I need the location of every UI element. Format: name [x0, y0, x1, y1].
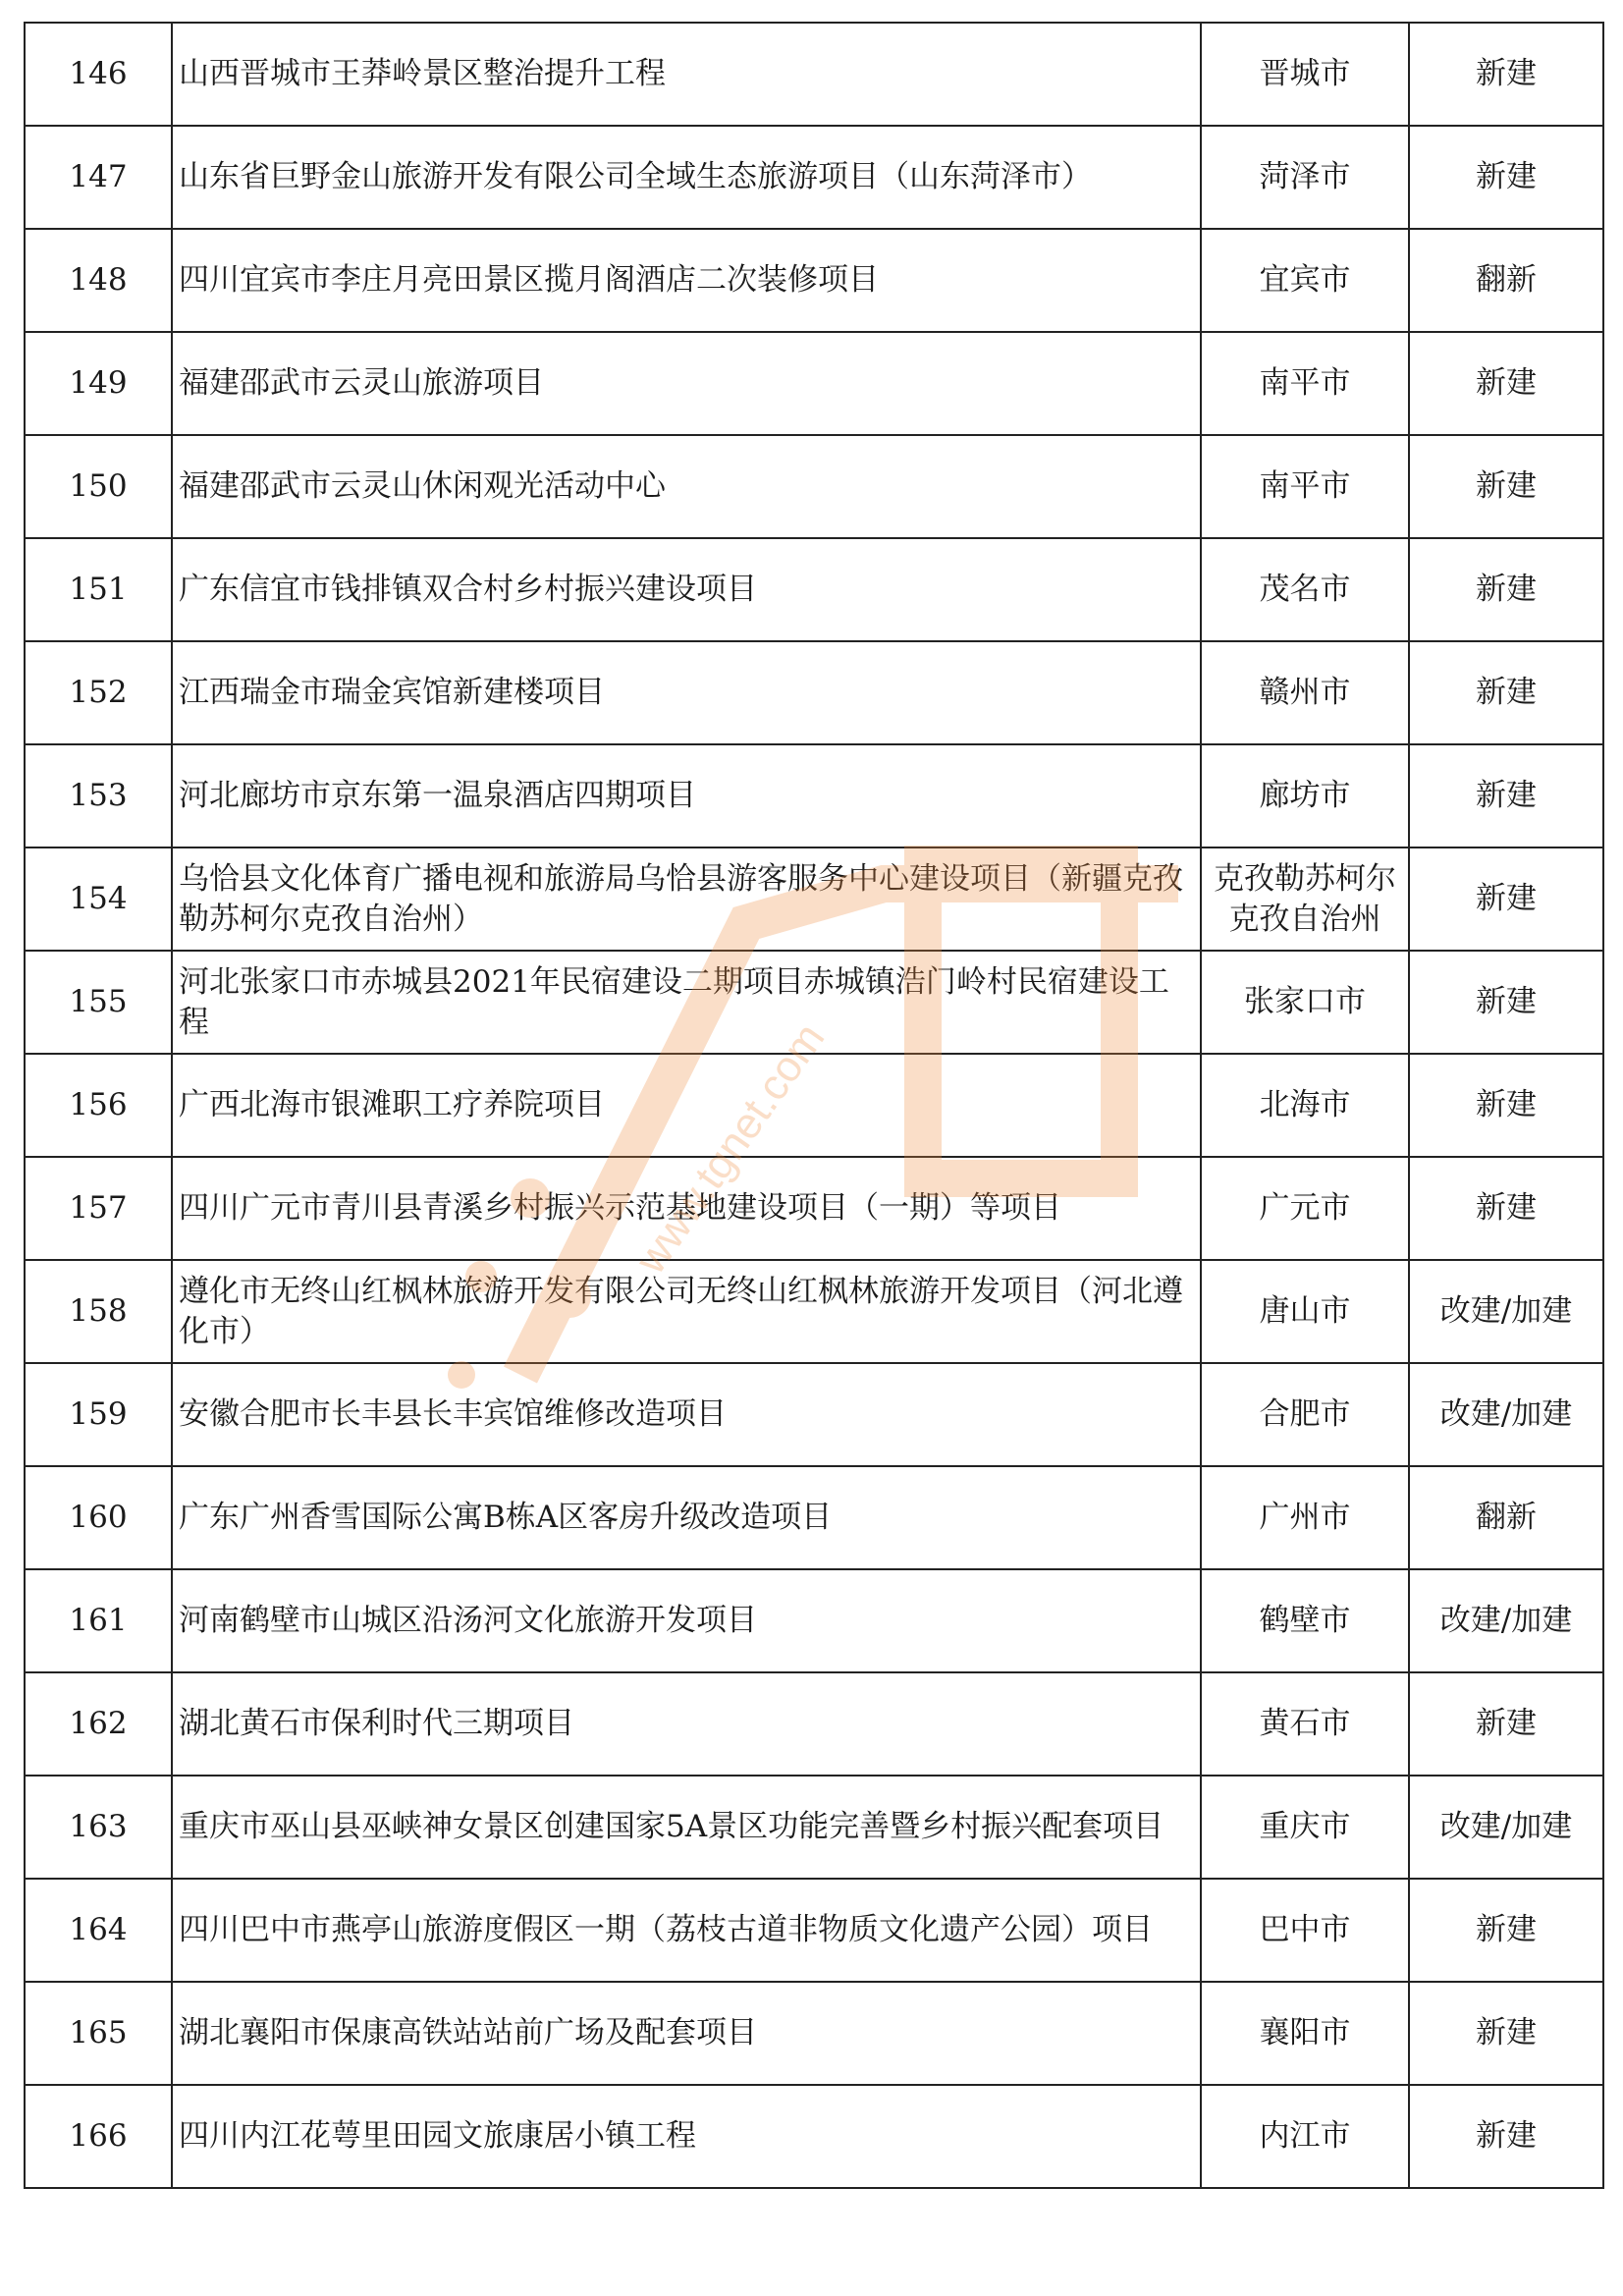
construction-type: 新建	[1409, 126, 1603, 229]
table-row	[25, 1672, 1603, 1776]
row-number: 146	[25, 23, 172, 126]
city-name: 晋城市	[1201, 23, 1409, 126]
table-row	[25, 1776, 1603, 1879]
row-number: 154	[25, 847, 172, 951]
city-name: 南平市	[1201, 332, 1409, 435]
construction-type: 新建	[1409, 1157, 1603, 1260]
table-row	[25, 1054, 1603, 1157]
city-name: 合肥市	[1201, 1363, 1409, 1466]
city-name: 北海市	[1201, 1054, 1409, 1157]
city-name: 襄阳市	[1201, 1982, 1409, 2085]
table-row	[25, 951, 1603, 1054]
table-row	[25, 23, 1603, 126]
row-number: 162	[25, 1672, 172, 1776]
city-name: 黄石市	[1201, 1672, 1409, 1776]
table-row	[25, 332, 1603, 435]
table-row	[25, 435, 1603, 538]
table-row	[25, 641, 1603, 744]
city-name: 宜宾市	[1201, 229, 1409, 332]
city-name: 唐山市	[1201, 1260, 1409, 1363]
project-name: 湖北黄石市保利时代三期项目	[172, 1672, 1201, 1776]
table-row	[25, 1260, 1603, 1363]
table-row	[25, 847, 1603, 951]
city-name: 巴中市	[1201, 1879, 1409, 1982]
row-number: 153	[25, 744, 172, 847]
construction-type: 翻新	[1409, 229, 1603, 332]
row-number: 160	[25, 1466, 172, 1569]
construction-type: 新建	[1409, 744, 1603, 847]
row-number: 166	[25, 2085, 172, 2188]
table-row	[25, 2085, 1603, 2188]
project-name: 四川巴中市燕亭山旅游度假区一期（荔枝古道非物质文化遗产公园）项目	[172, 1879, 1201, 1982]
row-number: 155	[25, 951, 172, 1054]
row-number: 163	[25, 1776, 172, 1879]
city-name: 赣州市	[1201, 641, 1409, 744]
row-number: 164	[25, 1879, 172, 1982]
project-name: 山西晋城市王莽岭景区整治提升工程	[172, 23, 1201, 126]
table-row	[25, 229, 1603, 332]
project-name: 河北廊坊市京东第一温泉酒店四期项目	[172, 744, 1201, 847]
project-name: 福建邵武市云灵山旅游项目	[172, 332, 1201, 435]
city-name: 茂名市	[1201, 538, 1409, 641]
project-name: 广西北海市银滩职工疗养院项目	[172, 1054, 1201, 1157]
construction-type: 新建	[1409, 1879, 1603, 1982]
row-number: 157	[25, 1157, 172, 1260]
city-name: 南平市	[1201, 435, 1409, 538]
table-row	[25, 744, 1603, 847]
row-number: 149	[25, 332, 172, 435]
project-name: 四川内江花萼里田园文旅康居小镇工程	[172, 2085, 1201, 2188]
table-row	[25, 1982, 1603, 2085]
project-table-body	[25, 23, 1603, 2188]
construction-type: 新建	[1409, 538, 1603, 641]
construction-type: 新建	[1409, 23, 1603, 126]
construction-type: 改建/加建	[1409, 1776, 1603, 1879]
project-name: 四川广元市青川县青溪乡村振兴示范基地建设项目（一期）等项目	[172, 1157, 1201, 1260]
row-number: 158	[25, 1260, 172, 1363]
city-name: 内江市	[1201, 2085, 1409, 2188]
watermark-url: www.tgnet.com	[626, 1014, 835, 1283]
project-name: 广东广州香雪国际公寓B栋A区客房升级改造项目	[172, 1466, 1201, 1569]
table-row	[25, 1879, 1603, 1982]
city-name: 张家口市	[1201, 951, 1409, 1054]
city-name: 鹤壁市	[1201, 1569, 1409, 1672]
construction-type: 新建	[1409, 1054, 1603, 1157]
project-name: 遵化市无终山红枫林旅游开发有限公司无终山红枫林旅游开发项目（河北遵化市）	[172, 1260, 1201, 1363]
table-row	[25, 1363, 1603, 1466]
row-number: 161	[25, 1569, 172, 1672]
project-name: 湖北襄阳市保康高铁站站前广场及配套项目	[172, 1982, 1201, 2085]
construction-type: 翻新	[1409, 1466, 1603, 1569]
project-name: 江西瑞金市瑞金宾馆新建楼项目	[172, 641, 1201, 744]
project-name: 乌恰县文化体育广播电视和旅游局乌恰县游客服务中心建设项目（新疆克孜勒苏柯尔克孜自治州）	[172, 847, 1201, 951]
construction-type: 新建	[1409, 641, 1603, 744]
row-number: 159	[25, 1363, 172, 1466]
construction-type: 新建	[1409, 1982, 1603, 2085]
project-table	[24, 22, 1604, 2189]
construction-type: 改建/加建	[1409, 1260, 1603, 1363]
row-number: 147	[25, 126, 172, 229]
row-number: 150	[25, 435, 172, 538]
project-name: 四川宜宾市李庄月亮田景区揽月阁酒店二次装修项目	[172, 229, 1201, 332]
table-row	[25, 126, 1603, 229]
city-name: 广州市	[1201, 1466, 1409, 1569]
row-number: 148	[25, 229, 172, 332]
table-row	[25, 538, 1603, 641]
project-name: 河南鹤壁市山城区沿汤河文化旅游开发项目	[172, 1569, 1201, 1672]
construction-type: 新建	[1409, 435, 1603, 538]
construction-type: 新建	[1409, 951, 1603, 1054]
project-name: 河北张家口市赤城县2021年民宿建设二期项目赤城镇浩门岭村民宿建设工程	[172, 951, 1201, 1054]
row-number: 165	[25, 1982, 172, 2085]
row-number: 152	[25, 641, 172, 744]
city-name: 廊坊市	[1201, 744, 1409, 847]
construction-type: 改建/加建	[1409, 1363, 1603, 1466]
table-row	[25, 1569, 1603, 1672]
project-name: 安徽合肥市长丰县长丰宾馆维修改造项目	[172, 1363, 1201, 1466]
construction-type: 新建	[1409, 847, 1603, 951]
city-name: 广元市	[1201, 1157, 1409, 1260]
table-row	[25, 1157, 1603, 1260]
city-name: 重庆市	[1201, 1776, 1409, 1879]
city-name: 菏泽市	[1201, 126, 1409, 229]
project-name: 福建邵武市云灵山休闲观光活动中心	[172, 435, 1201, 538]
construction-type: 新建	[1409, 2085, 1603, 2188]
construction-type: 新建	[1409, 332, 1603, 435]
project-name: 重庆市巫山县巫峡神女景区创建国家5A景区功能完善暨乡村振兴配套项目	[172, 1776, 1201, 1879]
row-number: 156	[25, 1054, 172, 1157]
table-row	[25, 1466, 1603, 1569]
construction-type: 新建	[1409, 1672, 1603, 1776]
project-name: 广东信宜市钱排镇双合村乡村振兴建设项目	[172, 538, 1201, 641]
project-name: 山东省巨野金山旅游开发有限公司全域生态旅游项目（山东菏泽市）	[172, 126, 1201, 229]
construction-type: 改建/加建	[1409, 1569, 1603, 1672]
city-name: 克孜勒苏柯尔克孜自治州	[1201, 847, 1409, 951]
row-number: 151	[25, 538, 172, 641]
